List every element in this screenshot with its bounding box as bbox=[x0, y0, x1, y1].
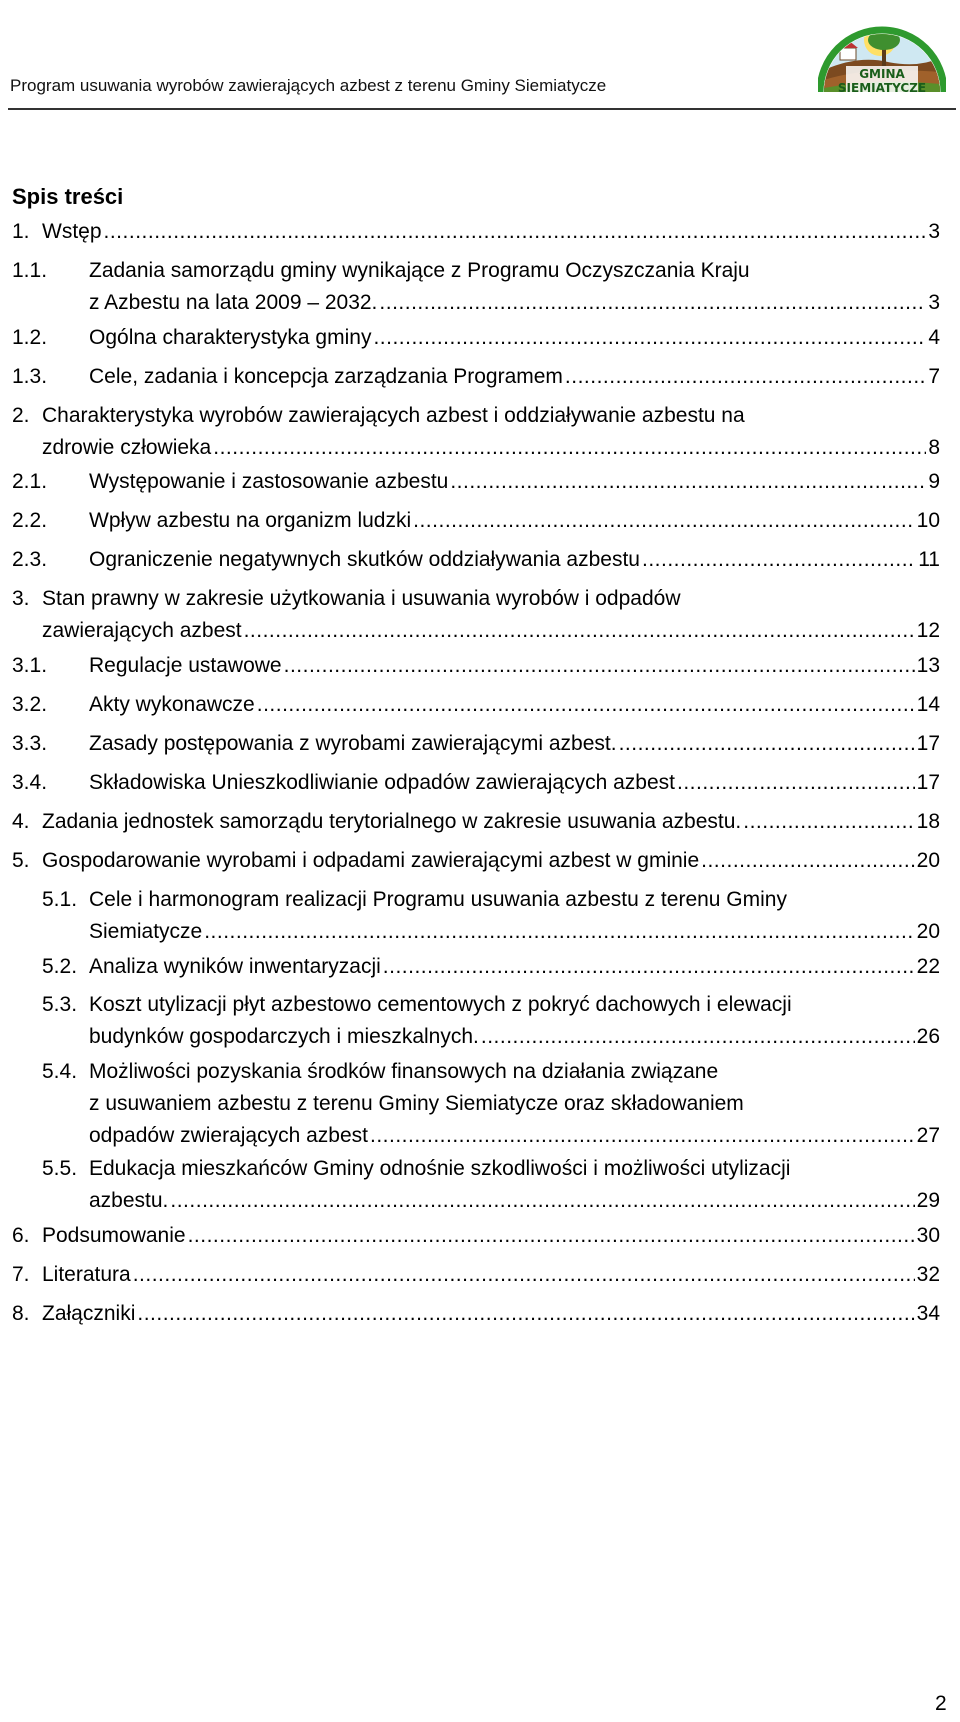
toc-page-number: 10 bbox=[916, 509, 940, 532]
toc-page-number: 11 bbox=[918, 548, 940, 571]
toc-entry-number: 3.4. bbox=[12, 771, 48, 794]
toc-page-number: 34 bbox=[916, 1302, 940, 1325]
toc-page-number: 20 bbox=[916, 849, 940, 872]
toc-entry-number: 5.5. bbox=[42, 1157, 78, 1180]
toc-entry[interactable] bbox=[12, 400, 940, 464]
toc-entry-number: 3.1. bbox=[12, 654, 48, 677]
toc-entry[interactable] bbox=[12, 255, 940, 319]
toc-leader-dots bbox=[701, 845, 915, 877]
toc-entry[interactable] bbox=[42, 1056, 940, 1152]
toc-entry-number: 1. bbox=[12, 220, 30, 243]
toc-entry-number: 5.4. bbox=[42, 1060, 78, 1083]
toc-entry-number: 1.2. bbox=[12, 326, 48, 349]
toc-leader-dots bbox=[677, 767, 915, 799]
logo-text-siemiatycze: SIEMIATYCZE bbox=[837, 81, 927, 95]
toc-page-number: 8 bbox=[928, 436, 940, 459]
toc-leader-dots bbox=[213, 432, 926, 464]
toc-entry-text: Edukacja mieszkańców Gminy odnośnie szkodliwości i możliwości utylizacji bbox=[89, 1157, 791, 1180]
toc-heading: Spis treści bbox=[12, 184, 124, 209]
toc-entry[interactable] bbox=[42, 989, 940, 1053]
toc-entry-text: zdrowie człowieka bbox=[42, 436, 212, 459]
toc-entry-number: 3. bbox=[12, 587, 30, 610]
toc-leader-dots bbox=[413, 505, 915, 537]
toc-entry-text: Koszt utylizacji płyt azbestowo cementowych z pokryć dachowych i elewacji bbox=[89, 993, 792, 1016]
toc-page-number: 18 bbox=[916, 810, 940, 833]
toc-entry[interactable] bbox=[12, 466, 940, 498]
toc-leader-dots bbox=[481, 1021, 915, 1053]
toc-entry-text: Wstęp bbox=[42, 220, 102, 243]
toc-entry-number: 5.3. bbox=[42, 993, 78, 1016]
toc-entry[interactable] bbox=[42, 951, 940, 983]
toc-entry-text: Załączniki bbox=[42, 1302, 136, 1325]
toc-page-number: 13 bbox=[916, 654, 940, 677]
toc-entry[interactable] bbox=[42, 884, 940, 948]
toc-entry-number: 2.1. bbox=[12, 470, 48, 493]
toc-entry-text: azbestu. bbox=[89, 1189, 169, 1212]
toc-page-number: 14 bbox=[916, 693, 940, 716]
toc-page-number: 12 bbox=[916, 619, 940, 642]
toc-entry[interactable] bbox=[12, 505, 940, 537]
toc-page-number: 17 bbox=[916, 732, 940, 755]
page-number: 2 bbox=[935, 1692, 947, 1715]
toc-entry-text: Możliwości pozyskania środków finansowych na działania związane bbox=[89, 1060, 719, 1083]
toc-leader-dots bbox=[137, 1298, 914, 1330]
header-divider bbox=[8, 108, 956, 110]
toc-leader-dots bbox=[383, 951, 915, 983]
toc-entry-text: Wpływ azbestu na organizm ludzki bbox=[89, 509, 412, 532]
toc-entry-number: 5.2. bbox=[42, 955, 78, 978]
toc-entry-text: Zadania samorządu gminy wynikające z Programu Oczyszczania Kraju bbox=[89, 259, 750, 282]
toc-leader-dots bbox=[370, 1120, 915, 1152]
toc-leader-dots bbox=[257, 689, 915, 721]
toc-page-number: 9 bbox=[928, 470, 940, 493]
toc-page-number: 30 bbox=[916, 1224, 940, 1247]
toc-entry[interactable] bbox=[12, 1259, 940, 1291]
toc-entry-text: Regulacje ustawowe bbox=[89, 654, 282, 677]
toc-entry[interactable] bbox=[12, 216, 940, 248]
toc-entry-number: 5.1. bbox=[42, 888, 78, 911]
toc-entry-number: 5. bbox=[12, 849, 30, 872]
toc-leader-dots bbox=[743, 806, 914, 838]
toc-entry[interactable] bbox=[12, 806, 940, 838]
toc-entry-number: 4. bbox=[12, 810, 30, 833]
toc-entry[interactable] bbox=[12, 1298, 940, 1330]
toc-entry-number: 6. bbox=[12, 1224, 30, 1247]
gmina-siemiatycze-logo bbox=[818, 0, 946, 104]
toc-entry-number: 2.2. bbox=[12, 509, 48, 532]
toc-entry-number: 2. bbox=[12, 404, 30, 427]
toc-entry-text: Cele, zadania i koncepcja zarządzania Programem bbox=[89, 365, 563, 388]
toc-page-number: 26 bbox=[916, 1025, 940, 1048]
toc-entry-text: Ogólna charakterystyka gminy bbox=[89, 326, 372, 349]
toc-entry[interactable] bbox=[12, 361, 940, 393]
toc-entry-number: 1.3. bbox=[12, 365, 48, 388]
toc-page-number: 20 bbox=[916, 920, 940, 943]
toc-entry-text: odpadów zwierających azbest bbox=[89, 1124, 368, 1147]
toc-leader-dots bbox=[170, 1185, 914, 1217]
toc-entry-text: Zasady postępowania z wyrobami zawierającymi azbest. bbox=[89, 732, 617, 755]
toc-entry[interactable] bbox=[12, 650, 940, 682]
toc-page-number: 4 bbox=[928, 326, 940, 349]
toc-entry-number: 3.2. bbox=[12, 693, 48, 716]
toc-entry[interactable] bbox=[12, 767, 940, 799]
toc-entry-text: Podsumowanie bbox=[42, 1224, 186, 1247]
toc-entry[interactable] bbox=[12, 689, 940, 721]
toc-entry-text: z usuwaniem azbestu z terenu Gminy Siemiatycze oraz składowaniem bbox=[89, 1092, 744, 1115]
toc-leader-dots bbox=[619, 728, 915, 760]
toc-page-number: 17 bbox=[916, 771, 940, 794]
document-title: Program usuwania wyrobów zawierających azbest z terenu Gminy Siemiatycze bbox=[10, 76, 607, 95]
toc-entry-text: Występowanie i zastosowanie azbestu bbox=[89, 470, 449, 493]
toc-leader-dots bbox=[244, 615, 915, 647]
toc-leader-dots bbox=[204, 916, 914, 948]
toc-entry-text: Analiza wyników inwentaryzacji bbox=[89, 955, 381, 978]
toc-page-number: 32 bbox=[916, 1263, 940, 1286]
toc-entry-text: Siemiatycze bbox=[89, 920, 203, 943]
toc-leader-dots bbox=[642, 544, 916, 576]
toc-leader-dots bbox=[379, 287, 926, 319]
toc-entry[interactable] bbox=[12, 583, 940, 647]
toc-entry-text: budynków gospodarczych i mieszkalnych. bbox=[89, 1025, 479, 1048]
toc-leader-dots bbox=[373, 322, 926, 354]
toc-entry[interactable] bbox=[12, 728, 940, 760]
toc-entry[interactable] bbox=[42, 1153, 940, 1217]
toc-entry[interactable] bbox=[12, 544, 940, 576]
toc-entry-text: Akty wykonawcze bbox=[89, 693, 255, 716]
toc-leader-dots bbox=[565, 361, 926, 393]
toc-entry-text: zawierających azbest bbox=[42, 619, 242, 642]
toc-entry-text: z Azbestu na lata 2009 – 2032. bbox=[89, 291, 378, 314]
toc-entry-text: Cele i harmonogram realizacji Programu usuwania azbestu z terenu Gminy bbox=[89, 888, 787, 911]
toc-entry-number: 8. bbox=[12, 1302, 30, 1325]
toc-entry-number: 7. bbox=[12, 1263, 30, 1286]
toc-page-number: 27 bbox=[916, 1124, 940, 1147]
toc-entry-text: Stan prawny w zakresie użytkowania i usuwania wyrobów i odpadów bbox=[42, 587, 681, 610]
toc-leader-dots bbox=[284, 650, 915, 682]
toc-leader-dots bbox=[450, 466, 926, 498]
toc-entry-text: Ograniczenie negatywnych skutków oddziaływania azbestu bbox=[89, 548, 640, 571]
toc-page-number: 22 bbox=[916, 955, 940, 978]
toc-entry-text: Literatura bbox=[42, 1263, 131, 1286]
toc-entry-text: Zadania jednostek samorządu terytorialnego w zakresie usuwania azbestu. bbox=[42, 810, 742, 833]
toc-entry-number: 2.3. bbox=[12, 548, 48, 571]
toc-entry-number: 1.1. bbox=[12, 259, 48, 282]
toc-leader-dots bbox=[188, 1220, 915, 1252]
toc-leader-dots bbox=[133, 1259, 915, 1291]
toc-entry[interactable] bbox=[12, 322, 940, 354]
toc-page-number: 3 bbox=[928, 291, 940, 314]
toc-leader-dots bbox=[104, 216, 927, 248]
toc-entry-text: Gospodarowanie wyrobami i odpadami zawierającymi azbest w gminie bbox=[42, 849, 700, 872]
toc-entry-number: 3.3. bbox=[12, 732, 48, 755]
logo-text-gmina: GMINA bbox=[859, 67, 905, 81]
toc-entry[interactable] bbox=[12, 1220, 940, 1252]
toc-entry-text: Charakterystyka wyrobów zawierających azbest i oddziaływanie azbestu na bbox=[42, 404, 745, 427]
page-header bbox=[0, 0, 960, 110]
toc-entry-text: Składowiska Unieszkodliwianie odpadów zawierających azbest bbox=[89, 771, 675, 794]
toc-entry[interactable] bbox=[12, 845, 940, 877]
toc-page-number: 29 bbox=[916, 1189, 940, 1212]
toc-page-number: 3 bbox=[928, 220, 940, 243]
toc-page-number: 7 bbox=[928, 365, 940, 388]
